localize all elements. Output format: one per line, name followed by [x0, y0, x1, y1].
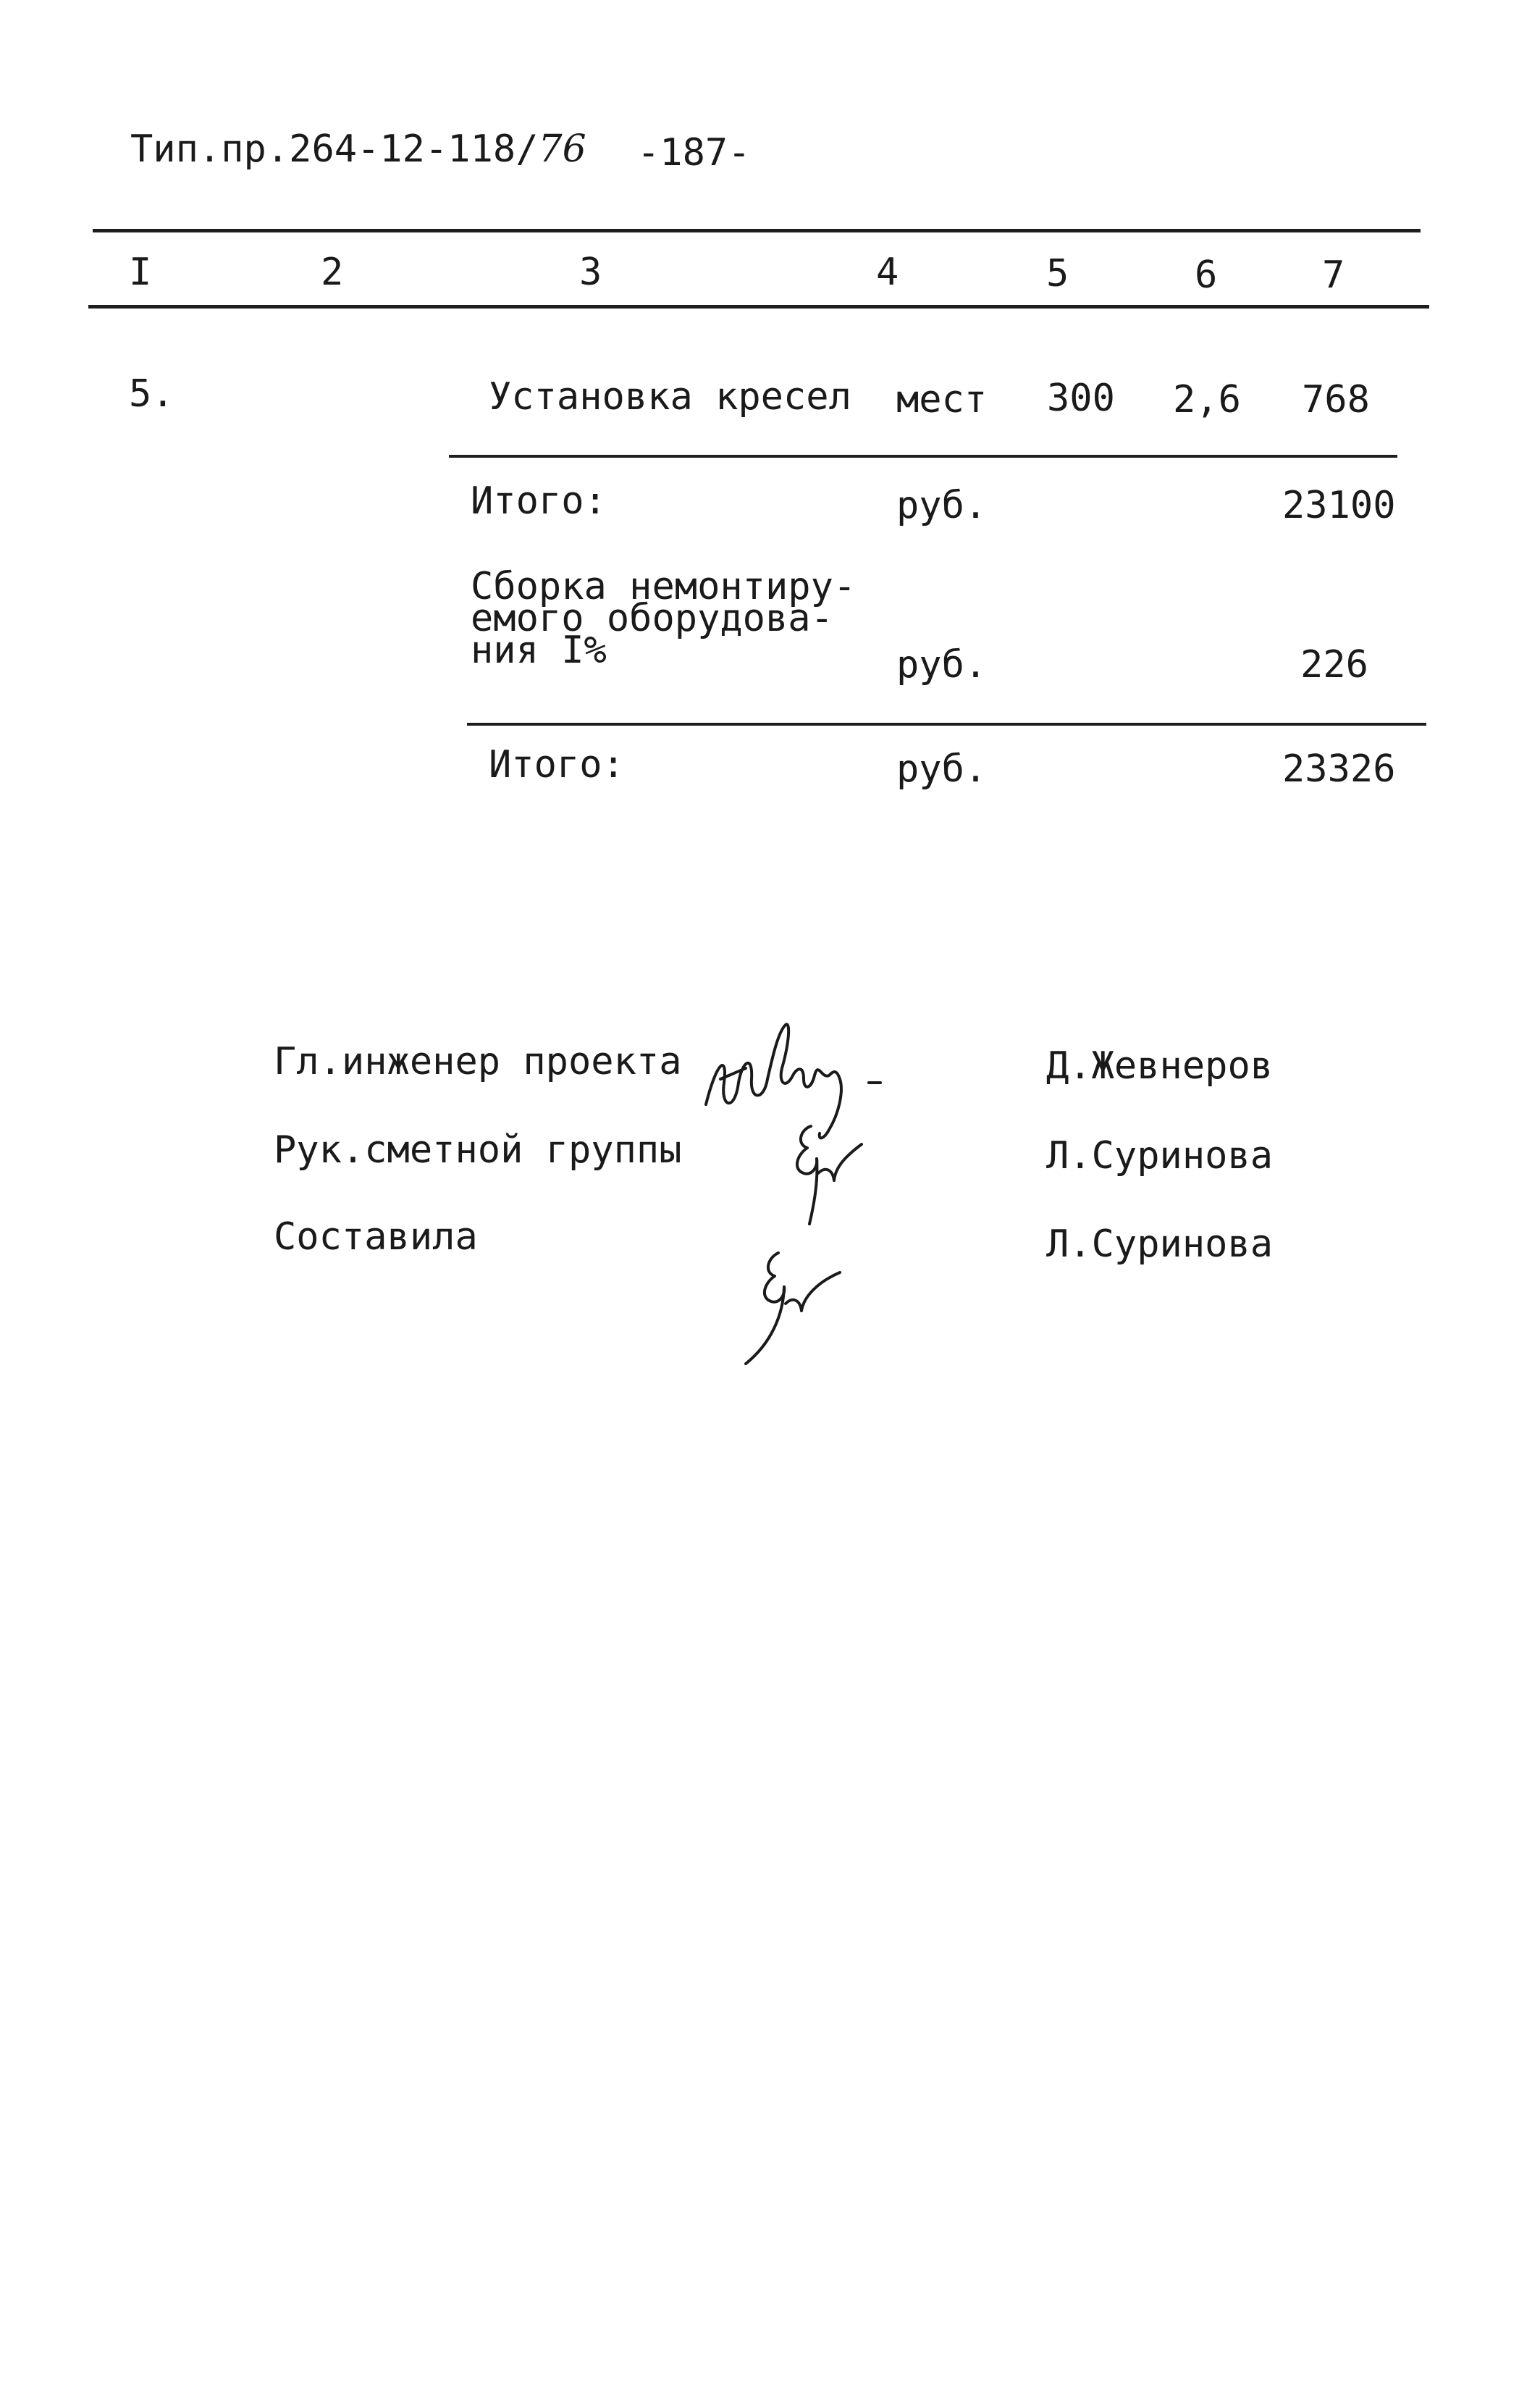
assembly-text-line-1: Сборка немонтиру-: [471, 565, 857, 608]
document-reference-typed: Тип.пр.264-12-118/: [130, 127, 539, 171]
row-unit: мест: [896, 378, 988, 421]
row-bottom-rule: [449, 455, 1397, 458]
col-number-1: I: [129, 251, 152, 294]
row-quantity: 300: [1047, 377, 1115, 420]
row-total: 768: [1302, 378, 1370, 421]
assembly-text-line-3: ния I%: [471, 629, 607, 672]
subtotal-unit: руб.: [896, 484, 988, 527]
assembly-total: 226: [1300, 643, 1368, 687]
signature-role-estimate-group-head: Рук.сметной группы: [274, 1128, 682, 1172]
subtotal-label: Итого:: [471, 479, 607, 523]
col-number-6: 6: [1195, 253, 1218, 297]
signature-name-compiler: Л.Суринова: [1046, 1222, 1274, 1266]
col-number-5: 5: [1046, 252, 1069, 295]
row-name: Установка кресел: [489, 375, 851, 419]
col-number-2: 2: [321, 251, 344, 294]
grand-total-label: Итого:: [489, 743, 625, 787]
assembly-bottom-rule: [467, 723, 1426, 726]
row-price: 2,6: [1173, 378, 1241, 421]
handwritten-signature-estimate-group-head: [782, 1115, 876, 1238]
grand-total-total: 23326: [1282, 747, 1396, 791]
signature-role-chief-engineer: Гл.инженер проекта: [274, 1040, 682, 1083]
signature-name-estimate-group-head: Л.Суринова: [1046, 1134, 1274, 1178]
col-number-7: 7: [1322, 253, 1345, 297]
assembly-unit: руб.: [896, 643, 988, 687]
subtotal-total: 23100: [1282, 484, 1396, 527]
row-number: 5.: [129, 372, 174, 416]
document-reference-handwritten: 76: [538, 127, 586, 171]
table-header-bottom-rule: [88, 305, 1429, 309]
signature-name-chief-engineer: Д.Жевнеров: [1046, 1044, 1274, 1088]
col-number-3: 3: [579, 251, 602, 294]
handwritten-signature-compiler: [739, 1242, 854, 1372]
signature-role-compiler: Составила: [274, 1215, 478, 1259]
grand-total-unit: руб.: [896, 747, 988, 791]
col-number-4: 4: [876, 251, 899, 294]
document-reference: [130, 127, 586, 171]
assembly-text-line-2: емого оборудова-: [471, 597, 833, 640]
page-number: -187-: [637, 131, 751, 175]
table-top-rule: [93, 229, 1421, 232]
